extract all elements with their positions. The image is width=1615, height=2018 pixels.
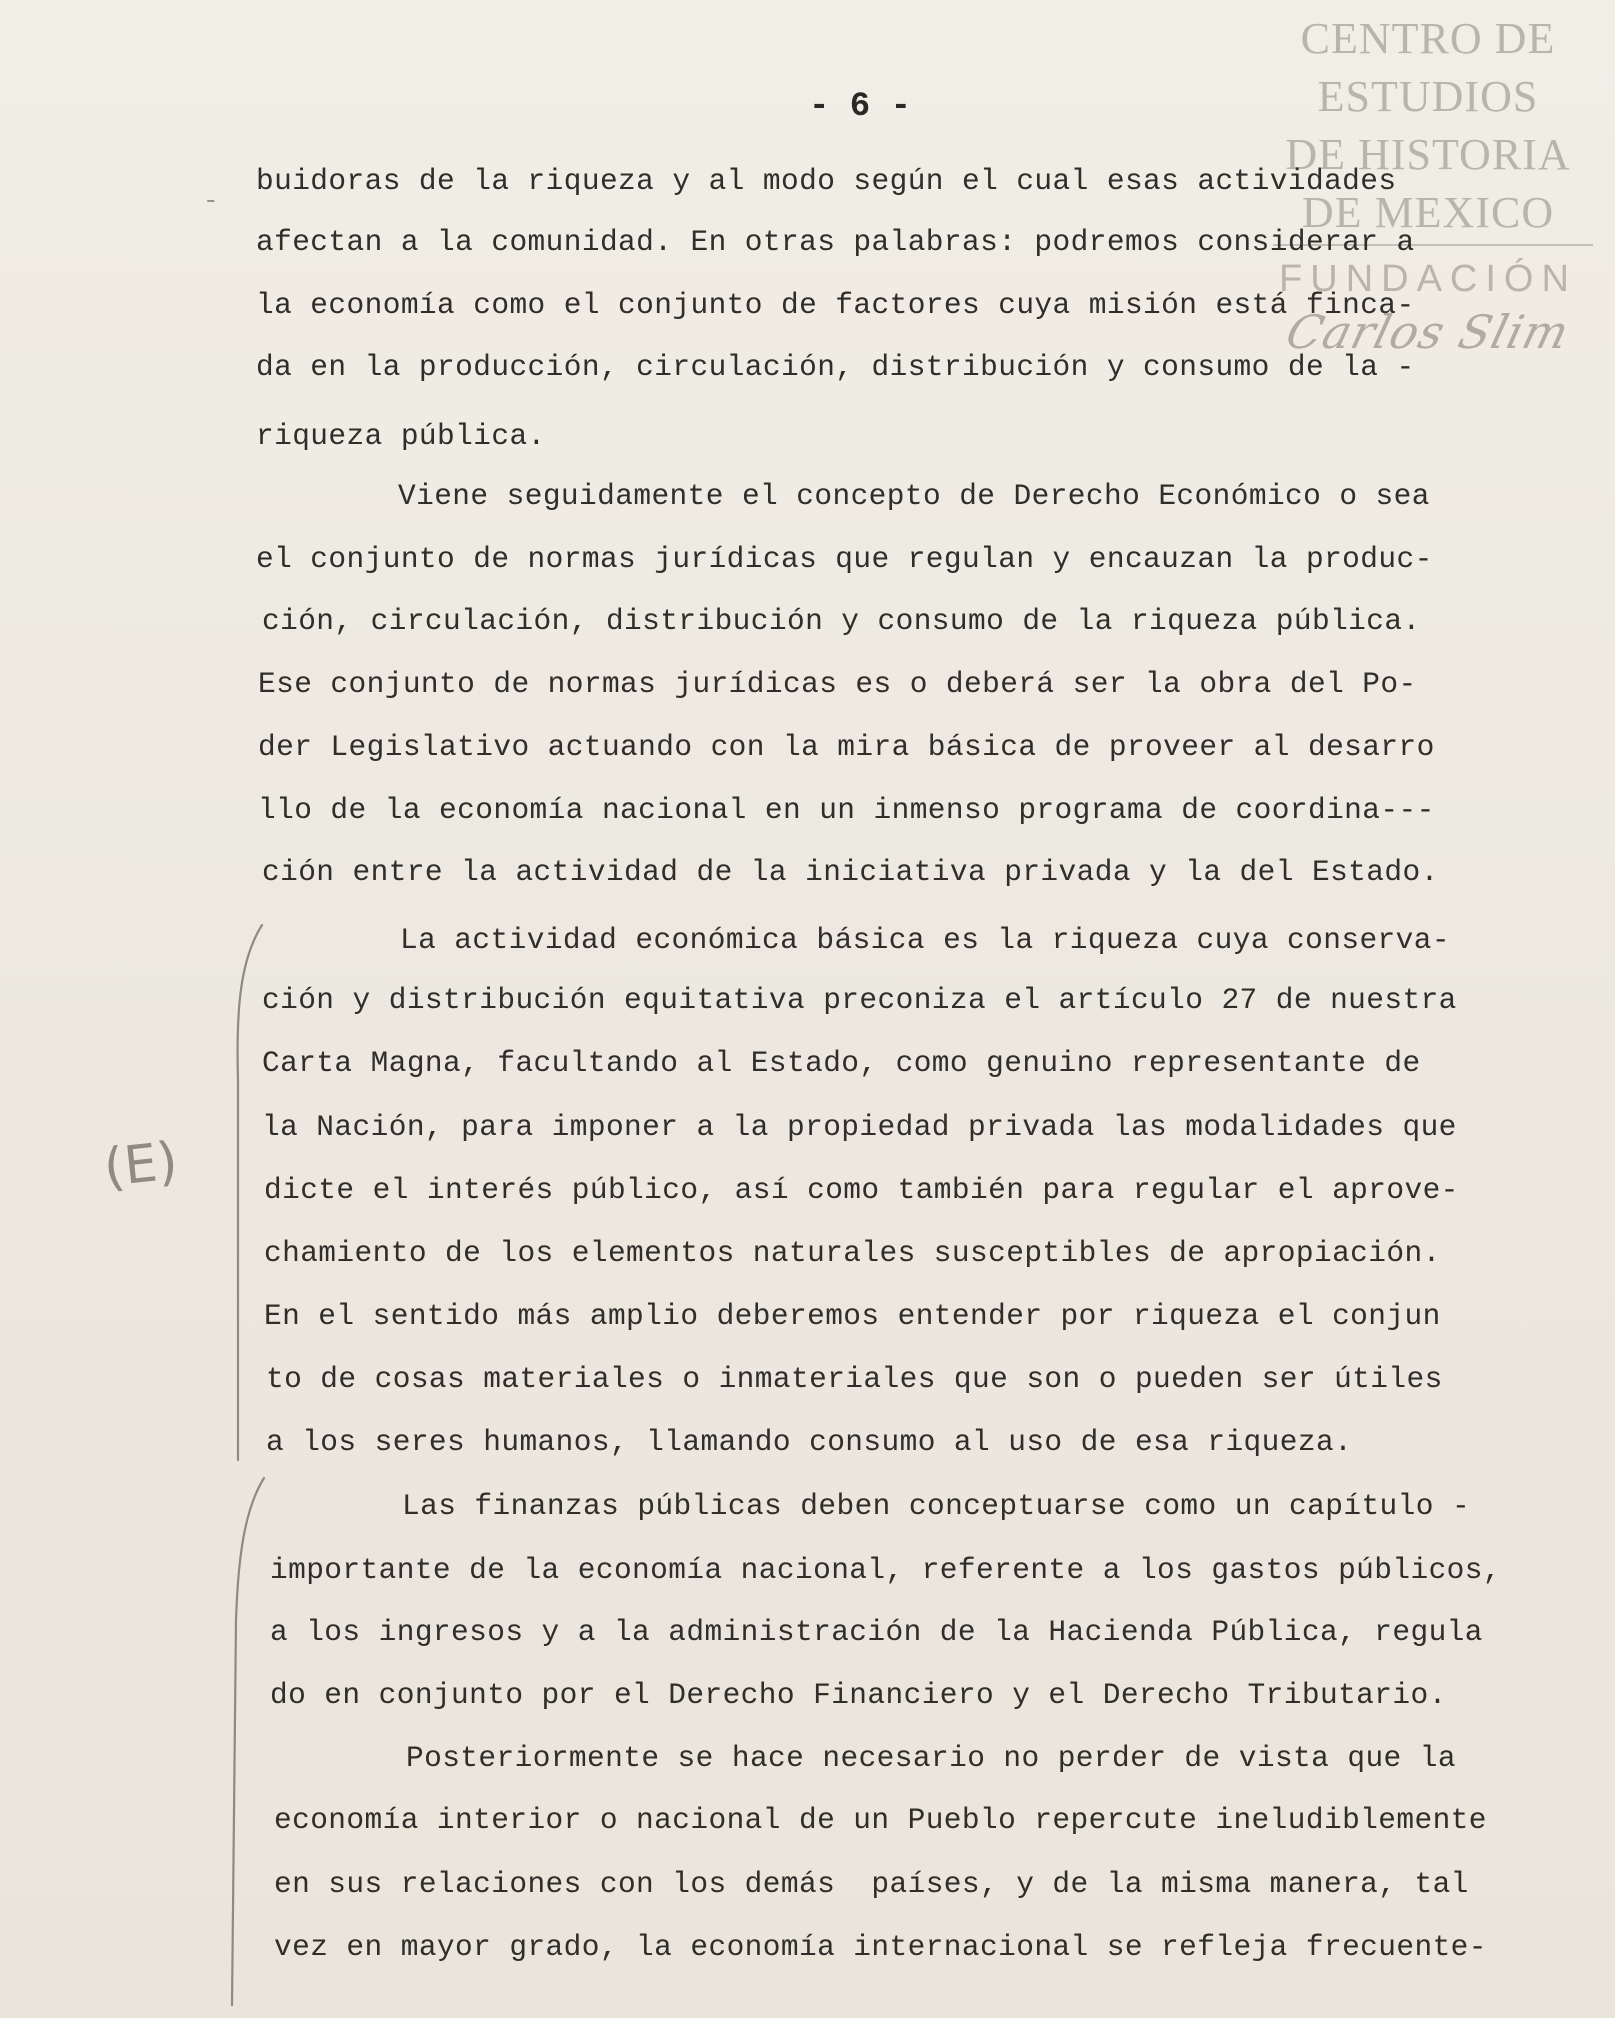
text-line-27: economía interior o nacional de un Pueblo repercute ineludiblemente bbox=[274, 1803, 1487, 1837]
text-line-29: vez en mayor grado, la economía internacional se refleja frecuente- bbox=[274, 1930, 1487, 1964]
watermark-foundation: FUNDACIÓN bbox=[1279, 258, 1577, 300]
watermark-line-4: DE MEXICO bbox=[1301, 188, 1555, 237]
text-line-1: buidoras de la riqueza y al modo según el cual esas actividades bbox=[256, 164, 1397, 198]
text-line-25: do en conjunto por el Derecho Financiero y el Derecho Tributario. bbox=[270, 1678, 1447, 1712]
text-line-17: dicte el interés público, así como también para regular el aprove- bbox=[264, 1173, 1459, 1207]
margin-bracket-lower bbox=[232, 1478, 264, 2005]
text-line-28: en sus relaciones con los demás países, y de la misma manera, tal bbox=[274, 1867, 1469, 1901]
watermark-signature: Carlos Slim bbox=[1280, 305, 1576, 359]
text-line-3: la economía como el conjunto de factores cuya misión está finca- bbox=[256, 288, 1415, 322]
text-line-24: a los ingresos y a la administración de la Hacienda Pública, regula bbox=[270, 1615, 1483, 1649]
text-line-23: importante de la economía nacional, referente a los gastos públicos, bbox=[270, 1553, 1501, 1587]
handwritten-margin-note: (E) bbox=[101, 1131, 181, 1199]
watermark-line-3: DE HISTORIA bbox=[1285, 130, 1571, 179]
text-line-8: ción, circulación, distribución y consumo de la riqueza pública. bbox=[262, 604, 1421, 638]
text-line-19: En el sentido más amplio deberemos entender por riqueza el conjun bbox=[264, 1299, 1441, 1333]
text-line-4: da en la producción, circulación, distribución y consumo de la - bbox=[256, 350, 1415, 384]
text-line-7: el conjunto de normas jurídicas que regulan y encauzan la produc- bbox=[256, 542, 1433, 576]
text-line-6: Viene seguidamente el concepto de Derecho Económico o sea bbox=[398, 479, 1430, 513]
text-line-16: la Nación, para imponer a la propiedad privada las modalidades que bbox=[262, 1110, 1457, 1144]
text-line-18: chamiento de los elementos naturales susceptibles de apropiación. bbox=[264, 1236, 1441, 1270]
stray-margin-mark: - bbox=[203, 186, 219, 216]
text-line-22: Las finanzas públicas deben conceptuarse como un capítulo - bbox=[402, 1489, 1471, 1523]
text-line-21: a los seres humanos, llamando consumo al uso de esa riqueza. bbox=[266, 1425, 1353, 1459]
watermark-line-2: ESTUDIOS bbox=[1317, 72, 1539, 121]
page-number: - 6 - bbox=[808, 88, 912, 126]
margin-bracket-upper bbox=[238, 925, 262, 1460]
text-line-10: der Legislativo actuando con la mira básica de proveer al desarro bbox=[258, 730, 1435, 764]
text-line-20: to de cosas materiales o inmateriales que son o pueden ser útiles bbox=[266, 1362, 1443, 1396]
text-line-15: Carta Magna, facultando al Estado, como genuino representante de bbox=[262, 1046, 1421, 1080]
text-line-12: ción entre la actividad de la iniciativa privada y la del Estado. bbox=[262, 855, 1439, 889]
text-line-13: La actividad económica básica es la riqueza cuya conserva- bbox=[400, 923, 1450, 957]
watermark-line-1: CENTRO DE bbox=[1300, 14, 1556, 63]
text-line-26: Posteriormente se hace necesario no perder de vista que la bbox=[406, 1741, 1456, 1775]
text-line-14: ción y distribución equitativa preconiza el artículo 27 de nuestra bbox=[262, 983, 1457, 1017]
text-line-5: riqueza pública. bbox=[256, 419, 546, 453]
text-line-11: llo de la economía nacional en un inmenso programa de coordina--- bbox=[258, 793, 1435, 827]
text-line-2: afectan a la comunidad. En otras palabras: podremos considerar a bbox=[256, 225, 1415, 259]
text-line-9: Ese conjunto de normas jurídicas es o deberá ser la obra del Po- bbox=[258, 667, 1417, 701]
